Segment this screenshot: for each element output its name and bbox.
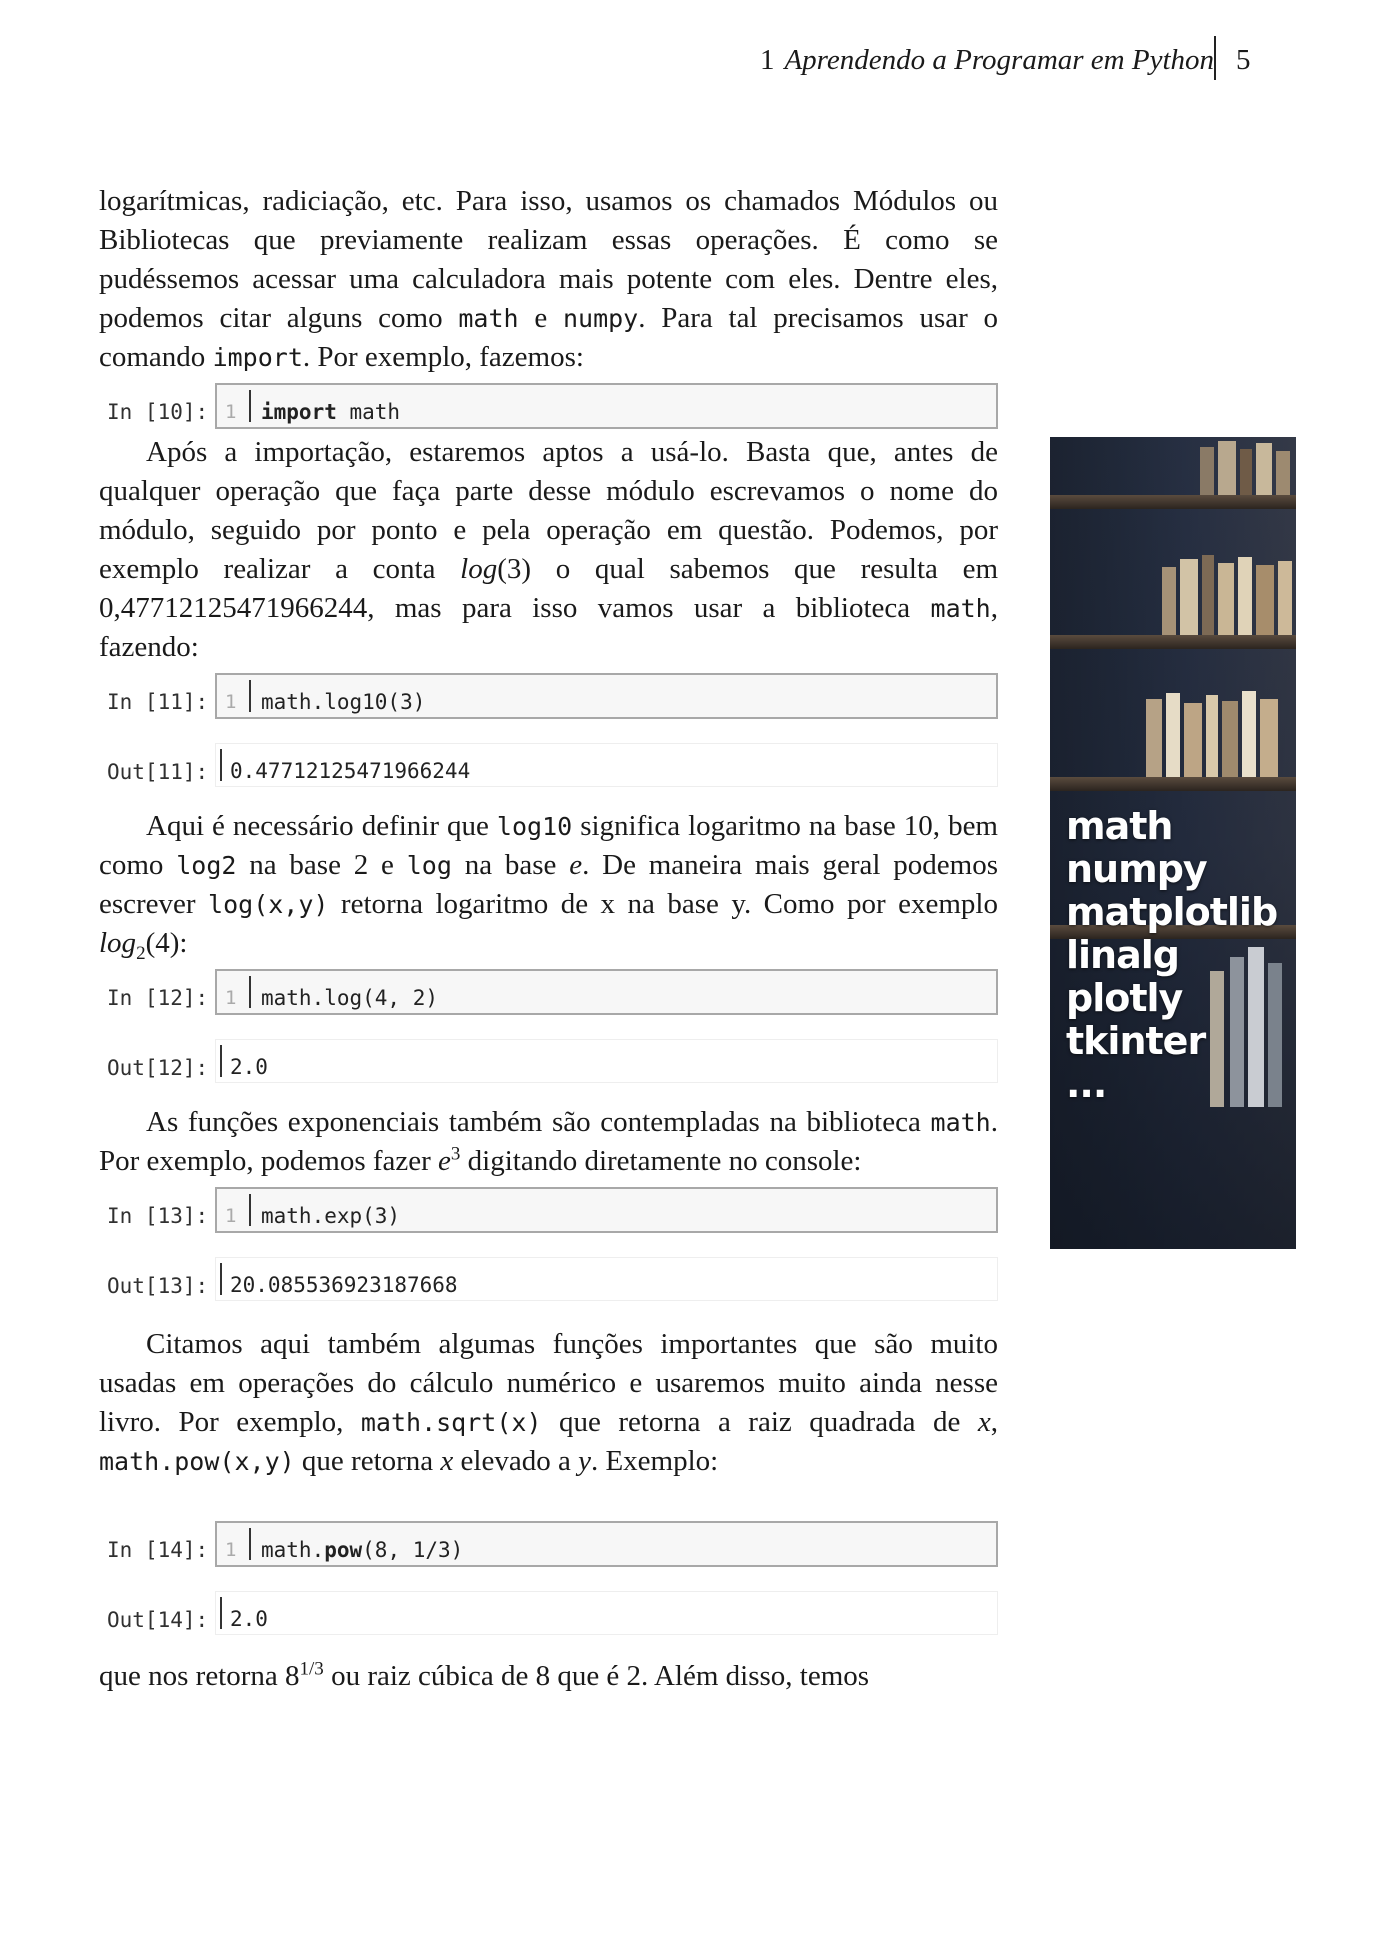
cell-prompt: In [14]: xyxy=(107,1538,209,1562)
math-subscript: 2 xyxy=(136,942,146,964)
output-cell-13 xyxy=(99,1257,998,1301)
text: Aqui é necessário definir que xyxy=(146,810,497,842)
text: digitando diretamente no console: xyxy=(460,1145,862,1177)
book xyxy=(1278,561,1292,635)
chapter-title-text: Aprendendo a Programar em Python xyxy=(784,44,1214,76)
cell-prompt: Out[14]: xyxy=(107,1608,209,1632)
math-e: e xyxy=(569,849,583,881)
text: o qual sabemos que resulta em 0,47712125471966244, mas para isso vamos usar a biblioteca xyxy=(99,553,998,624)
code-input-area[interactable] xyxy=(215,1187,998,1233)
text: . Exemplo: xyxy=(590,1445,719,1477)
cover-word-ellipsis: ... xyxy=(1066,1062,1107,1106)
cursor-bar xyxy=(249,680,251,712)
output-text: 2.0 xyxy=(230,1607,268,1631)
inline-code: log2 xyxy=(176,851,237,880)
book xyxy=(1240,449,1252,495)
bookshelf-illustration xyxy=(1050,437,1296,1249)
book xyxy=(1200,447,1214,495)
text: Citamos aqui também algumas funções importantes que são muito usadas em operações do cálculo numérico e usaremos muito ainda nesse livro. Por exemplo, xyxy=(99,1328,998,1438)
text: . Para tal precisamos usar o comando xyxy=(99,302,999,373)
cursor-bar xyxy=(249,976,251,1008)
line-number: 1 xyxy=(225,691,237,713)
math-e: e xyxy=(438,1145,451,1177)
cover-word-matplotlib: matplotlib xyxy=(1066,890,1278,934)
text: e xyxy=(518,302,563,334)
code-input-area[interactable] xyxy=(215,1521,998,1567)
book xyxy=(1180,559,1198,635)
inline-code: numpy xyxy=(562,304,639,333)
book xyxy=(1260,699,1278,777)
output-cell-11 xyxy=(99,743,998,787)
text: que nos retorna 8 xyxy=(99,1660,300,1692)
line-number: 1 xyxy=(225,1539,237,1561)
code-text: math.log10(3) xyxy=(261,690,426,714)
text: na base xyxy=(451,849,570,881)
cover-word-tkinter: tkinter xyxy=(1066,1019,1206,1063)
code-rest: math xyxy=(336,400,401,424)
book xyxy=(1206,695,1218,777)
text: que retorna xyxy=(294,1445,441,1477)
output-bar xyxy=(220,749,222,781)
cell-prompt: Out[13]: xyxy=(107,1274,209,1298)
book xyxy=(1222,701,1238,777)
book xyxy=(1242,691,1256,777)
chapter-number: 1 xyxy=(759,44,775,76)
inline-code: math.pow(x,y) xyxy=(99,1447,295,1476)
text: . Por exemplo, fazemos: xyxy=(302,341,584,373)
text: , xyxy=(990,1406,998,1438)
code-text xyxy=(261,393,400,432)
math-x: x xyxy=(977,1406,991,1438)
code-post: (8, 1/3) xyxy=(362,1538,464,1562)
output-cell-14 xyxy=(99,1591,998,1635)
paragraph-1 xyxy=(99,182,998,377)
cursor-bar xyxy=(249,1528,251,1560)
output-area xyxy=(215,1591,998,1635)
shelf xyxy=(1050,495,1296,509)
output-text: 2.0 xyxy=(230,1055,268,1079)
page-number: 5 xyxy=(1236,44,1251,76)
line-number: 1 xyxy=(225,401,237,423)
math-arg: (4) xyxy=(145,927,180,959)
output-area xyxy=(215,1257,998,1301)
code-text: math.exp(3) xyxy=(261,1204,401,1228)
paragraph-2 xyxy=(99,433,998,667)
paragraph-5 xyxy=(99,1325,998,1481)
book xyxy=(1256,443,1272,495)
cursor-bar xyxy=(249,390,251,422)
paragraph-6 xyxy=(99,1657,998,1696)
book xyxy=(1162,567,1176,635)
cover-word-plotly: plotly xyxy=(1066,976,1183,1020)
keyword: pow xyxy=(324,1538,363,1562)
superscript: 1/3 xyxy=(299,1658,324,1680)
line-number: 1 xyxy=(225,987,237,1009)
output-area xyxy=(215,1039,998,1083)
code-pre: math. xyxy=(261,1538,325,1562)
output-cell-12 xyxy=(99,1039,998,1083)
code-cell-in-10 xyxy=(99,383,998,427)
text: Após a importação, estaremos aptos a usá-lo. Basta que, antes de qualquer operação que faça parte desse módulo escrevamos o nome do módulo, seguido por ponto e pela operação em questão. Podemos, por exemplo realizar a conta xyxy=(99,436,998,585)
book xyxy=(1256,565,1274,635)
line-number: 1 xyxy=(225,1205,237,1227)
running-header xyxy=(0,36,1374,86)
cell-prompt: In [13]: xyxy=(107,1204,209,1228)
math-y: y xyxy=(578,1445,591,1477)
math-log: log xyxy=(460,553,498,585)
output-bar xyxy=(220,1045,222,1077)
paragraph-4 xyxy=(99,1103,998,1181)
cover-word-numpy: numpy xyxy=(1066,847,1207,891)
text: , fazendo: xyxy=(99,592,998,663)
paragraph-3 xyxy=(99,807,998,963)
book xyxy=(1218,441,1236,495)
book xyxy=(1202,555,1214,635)
cell-prompt: Out[12]: xyxy=(107,1056,209,1080)
code-cell-in-13 xyxy=(99,1187,998,1231)
cover-library-list xyxy=(1066,805,1277,1106)
cell-prompt: In [12]: xyxy=(107,986,209,1010)
inline-code: math xyxy=(458,304,519,333)
text: . De maneira mais geral podemos escrever xyxy=(99,849,998,920)
code-cell-in-11 xyxy=(99,673,998,717)
code-cell-in-12 xyxy=(99,969,998,1013)
math-arg: (3) xyxy=(497,553,532,585)
book xyxy=(1146,699,1162,777)
shelf xyxy=(1050,635,1296,649)
text: que retorna a raiz quadrada de xyxy=(541,1406,978,1438)
book xyxy=(1238,557,1252,635)
inline-code: math.sqrt(x) xyxy=(360,1408,542,1437)
text: elevado a xyxy=(453,1445,579,1477)
book xyxy=(1166,693,1180,777)
code-input-area[interactable] xyxy=(215,383,998,429)
inline-code: math xyxy=(930,594,991,623)
text: ou raiz cúbica de 8 que é 2. Além disso, temos xyxy=(323,1660,870,1692)
book xyxy=(1276,451,1290,495)
book xyxy=(1218,563,1234,635)
text: . Por exemplo, podemos fazer xyxy=(99,1106,998,1177)
inline-code: math xyxy=(930,1108,991,1137)
code-input-area[interactable] xyxy=(215,673,998,719)
math-x: x xyxy=(440,1445,454,1477)
keyword: import xyxy=(261,400,337,424)
header-divider xyxy=(1214,36,1216,80)
text: : xyxy=(179,927,188,959)
cell-prompt: In [10]: xyxy=(107,400,209,424)
code-text xyxy=(261,1531,463,1570)
output-text: 20.085536923187668 xyxy=(230,1273,458,1297)
cursor-bar xyxy=(249,1194,251,1226)
code-cell-in-14 xyxy=(99,1521,998,1565)
text: logarítmicas, radiciação, etc. Para isso, usamos os chamados Módulos ou Bibliotecas que previamente realizam essas operações. É como se pudéssemos acessar uma calculadora mais potente com eles. Dentre eles, podemos citar alguns como xyxy=(99,185,998,334)
inline-code: log xyxy=(406,851,452,880)
output-bar xyxy=(220,1263,222,1295)
output-bar xyxy=(220,1597,222,1629)
code-text: math.log(4, 2) xyxy=(261,986,439,1010)
cell-prompt: In [11]: xyxy=(107,690,209,714)
text: significa logaritmo na base 10, bem como xyxy=(99,810,998,881)
text: na base 2 e xyxy=(236,849,407,881)
text: As funções exponenciais também são contempladas na biblioteca xyxy=(146,1106,931,1138)
cover-word-linalg: linalg xyxy=(1066,933,1179,977)
main-text xyxy=(99,182,998,1696)
cover-word-math: math xyxy=(1066,804,1173,848)
output-text: 0.47712125471966244 xyxy=(230,759,471,783)
math-superscript: 3 xyxy=(450,1143,461,1165)
text: retorna logaritmo de x na base y. Como por exemplo xyxy=(328,888,998,920)
code-input-area[interactable] xyxy=(215,969,998,1015)
shelf xyxy=(1050,777,1296,791)
inline-code: log(x,y) xyxy=(208,890,329,919)
inline-code: log10 xyxy=(496,812,573,841)
math-log: log xyxy=(99,927,137,959)
cell-prompt: Out[11]: xyxy=(107,760,209,784)
inline-code: import xyxy=(212,343,303,372)
output-area xyxy=(215,743,998,787)
chapter-title xyxy=(760,44,1214,77)
book xyxy=(1184,703,1202,777)
